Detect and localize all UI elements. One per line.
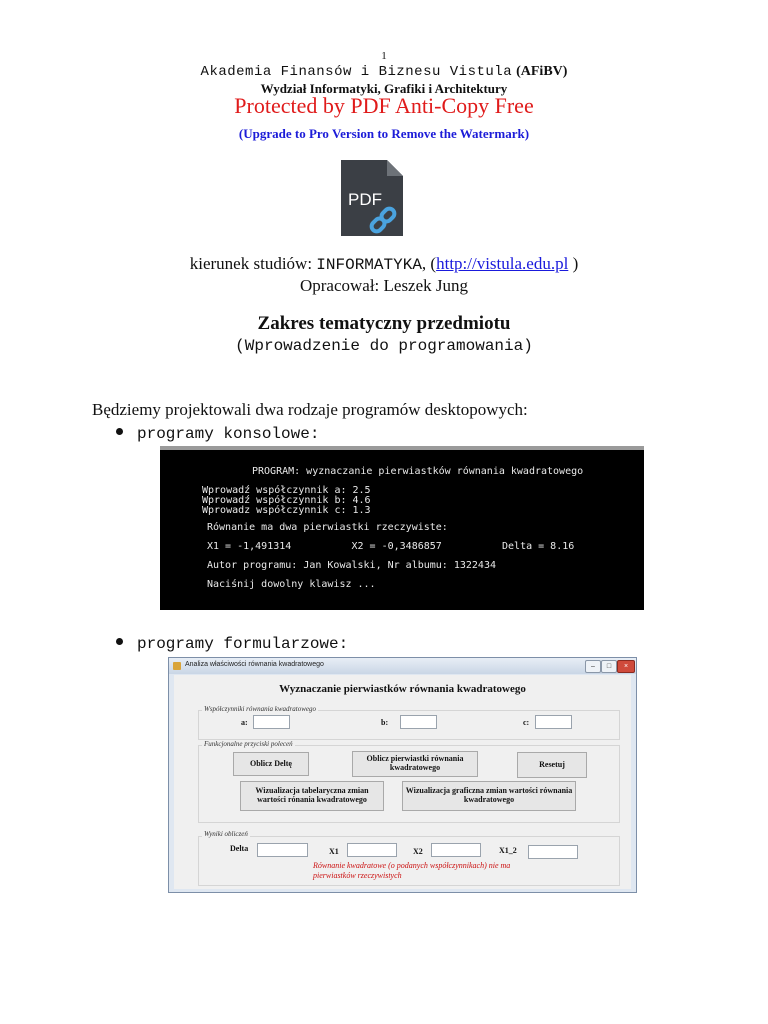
coefficient-a-input[interactable] (253, 715, 290, 729)
intro-text: Będziemy projektowali dwa rodzaje programów desktopowych: (92, 400, 528, 419)
form-client-area (174, 675, 631, 889)
no-real-roots-message: Równanie kwadratowe (o podanych współczynnikach) nie ma pierwiastków rzeczywistych (313, 861, 511, 880)
field-sep: , ( (421, 254, 437, 273)
console-line: Równanie ma dwa pierwiastki rzeczywiste: (207, 522, 448, 533)
watermark-title: Protected by PDF Anti-Copy Free (234, 93, 534, 118)
pdf-link-icon (339, 160, 405, 238)
console-line: Wprowadz współczynnik c: 1.3 (202, 505, 371, 516)
window-titlebar (169, 658, 636, 674)
bullet-form (116, 635, 348, 653)
x12-output[interactable] (528, 845, 578, 859)
delta-output[interactable] (257, 843, 308, 857)
bullet-console-label: programy konsolowe: (137, 425, 320, 443)
label-b: b: (381, 718, 389, 727)
coefficients-group-label: Współczynniki równania kwadratowego (204, 705, 316, 713)
console-line: Naciśnij dowolny klawisz ... (207, 579, 376, 590)
form-heading: Wyznaczanie pierwiastków równania kwadratowego (279, 683, 526, 695)
label-x12: X1_2 (499, 846, 517, 855)
institution-name: Akademia Finansów i Biznesu Vistula (200, 64, 513, 80)
console-line: Wprowadź współczynnik a: 2.5 (202, 485, 371, 496)
label-a: a: (241, 718, 248, 727)
table-visualization-button[interactable]: Wizualizacja tabelaryczna zmian wartości rónania kwadratowego (240, 781, 384, 811)
console-titlebar-strip (160, 446, 644, 450)
vistula-link[interactable]: http://vistula.edu.pl (436, 254, 569, 273)
form-window-screenshot (168, 657, 637, 893)
x1-output[interactable] (347, 843, 397, 857)
coefficient-b-input[interactable] (400, 715, 437, 729)
institution-abbr: (AFiBV) (516, 64, 568, 79)
results-group-label: Wyniki obliczeń (204, 830, 248, 838)
minimize-icon[interactable]: – (585, 660, 601, 673)
window-title: Analiza właściwości równania kwadratowego (185, 661, 324, 668)
bullet-dot-icon (116, 638, 123, 645)
close-icon[interactable]: × (617, 660, 635, 673)
console-line: PROGRAM: wyznaczanie pierwiastków równania kwadratowego (252, 466, 584, 477)
scope-title: Zakres tematyczny przedmiotu (257, 313, 511, 334)
page-number: 1 (381, 50, 387, 62)
label-delta: Delta (230, 844, 249, 853)
console-line: Wprowadź współczynnik b: 4.6 (202, 495, 371, 506)
app-icon (173, 662, 181, 670)
command-buttons-group-label: Funkcjonalne przyciski poleceń (204, 740, 293, 748)
coefficient-c-input[interactable] (535, 715, 572, 729)
x2-output[interactable] (431, 843, 481, 857)
label-c: c: (523, 718, 530, 727)
bullet-console (116, 425, 319, 443)
label-x1: X1 (329, 847, 339, 856)
console-screenshot (160, 446, 644, 610)
calculate-delta-button[interactable]: Oblicz Deltę (233, 752, 309, 776)
pdf-icon-text: PDF (348, 190, 382, 209)
institution-line (0, 64, 768, 80)
field-close: ) (568, 254, 579, 273)
bullet-form-label: programy formularzowe: (137, 635, 349, 653)
console-line: Autor programu: Jan Kowalski, Nr albumu: 1322434 (207, 560, 496, 571)
bullet-dot-icon (116, 428, 123, 435)
console-line: X1 = -1,491314 X2 = -0,3486857 Delta = 8.16 (207, 541, 575, 552)
label-x2: X2 (413, 847, 423, 856)
maximize-icon[interactable]: □ (601, 660, 617, 673)
field-label: kierunek studiów: (189, 254, 313, 273)
field-value: INFORMATYKA (316, 256, 422, 274)
calculate-roots-button[interactable]: Oblicz pierwiastki równania kwadratowego (352, 751, 478, 777)
scope-subtitle: (Wprowadzenie do programowania) (235, 337, 533, 355)
watermark-subtitle: (Upgrade to Pro Version to Remove the Watermark) (238, 126, 530, 141)
author-line: Opracował: Leszek Jung (299, 276, 469, 295)
department: Wydział Informatyki, Grafiki i Architektury (260, 81, 508, 96)
field-of-study (0, 254, 768, 274)
graph-visualization-button[interactable]: Wizualizacja graficzna zmian wartości równania kwadratowego (402, 781, 576, 811)
reset-button[interactable]: Resetuj (517, 752, 587, 778)
